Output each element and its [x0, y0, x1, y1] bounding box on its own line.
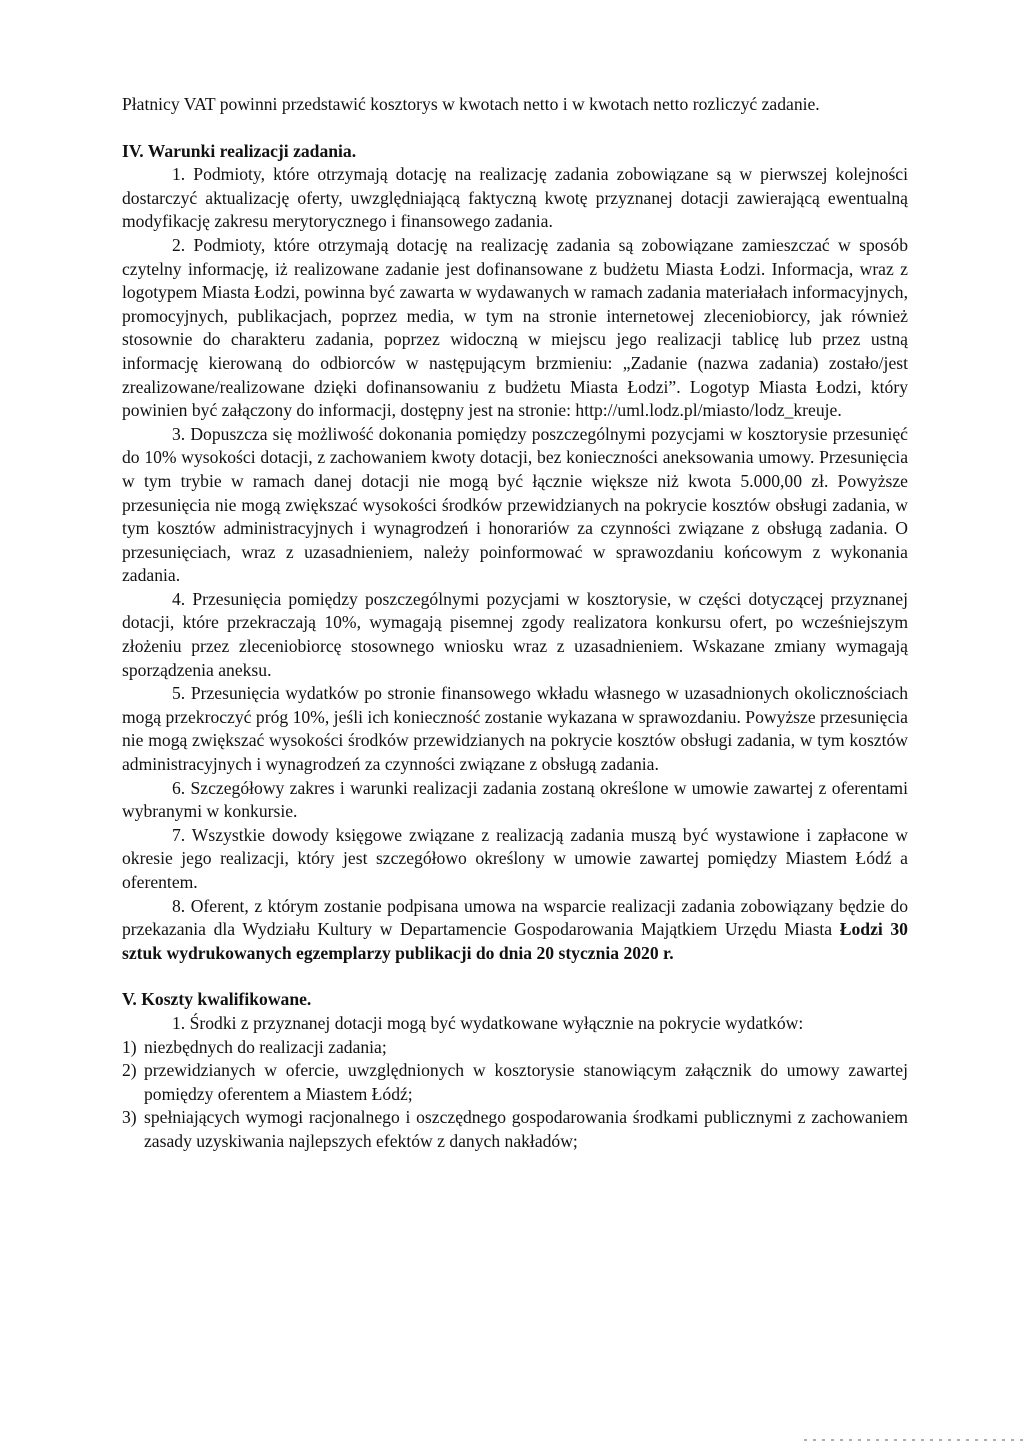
document-page: [122, 93, 908, 1154]
list-item-number: 2): [122, 1060, 137, 1081]
list-item-number: 3): [122, 1107, 137, 1128]
section-iv-heading: IV. Warunki realizacji zadania.: [122, 140, 357, 161]
list-item-text: niezbędnych do realizacji zadania;: [144, 1036, 387, 1057]
paragraph-8-text: 8. Oferent, z którym zostanie podpisana umowa na wsparcie realizacji zadania zobowiązany będzie do przekazania dla Wydziału Kultury w Departamencie Gospodarowania Majątkiem Urzędu Miasta: [122, 895, 908, 940]
list-item: [122, 1059, 908, 1106]
section-iv-paragraph-8: [122, 895, 908, 966]
section-iv-paragraph-7: 7. Wszystkie dowody księgowe związane z realizacją zadania muszą być wystawione i zapłacone w okresie jego realizacji, który jest szczegółowo określony w umowie zawartej pomiędzy Miastem Łódź a oferentem.: [122, 824, 908, 892]
section-iv-paragraph-2: 2. Podmioty, które otrzymają dotację na realizację zadania są zobowiązane zamieszczać w sposób czytelny informację, iż realizowane zadanie jest dofinansowane z budżetu Miasta Łodzi. Informacja, wraz z logotypem Miasta Łodzi, powinna być zawarta w wydawanych w ramach zadania materiałach informacyjnych, promocyjnych, publikacjach, poprzez media, w tym na stronie internetowej zleceniobiorcy, jak również stosownie do charakteru zadania, poprzez widoczną w miejscu jego realizacji tablicę lub przez ustną informację kierowaną do odbiorców w następującym brzmieniu: „Zadanie (nazwa zadania) zostało/jest zrealizowane/realizowane dzięki dofinansowaniu z budżetu Miasta Łodzi”. Logotyp Miasta Łodzi, który powinien być załączony do informacji, dostępny jest na stronie: http://uml.lodz.pl/miasto/lodz_kreuje.: [122, 234, 908, 421]
section-iv-paragraph-3: 3. Dopuszcza się możliwość dokonania pomiędzy poszczególnymi pozycjami w kosztorysie przesunięć do 10% wysokości dotacji, z zachowaniem kwoty dotacji, bez konieczności aneksowania umowy. Przesunięcia w tym trybie w ramach danej dotacji nie mogą być łącznie większe niż kwota 5.000,00 zł. Powyższe przesunięcia nie mogą zwiększać wysokości środków przewidzianych na pokrycie kosztów obsługi zadania, w tym kosztów administracyjnych i wynagrodzeń i honorariów za czynności związane z obsługą zadania. O przesunięciach, wraz z uzasadnieniem, należy poinformować w sprawozdaniu końcowym z wykonania zadania.: [122, 423, 908, 586]
scan-artifact-dotted-line: [804, 1439, 1024, 1441]
list-item-number: 1): [122, 1036, 137, 1057]
section-v-heading: V. Koszty kwalifikowane.: [122, 989, 312, 1010]
section-iv-paragraph-5: 5. Przesunięcia wydatków po stronie finansowego wkładu własnego w uzasadnionych okolicznościach mogą przekroczyć próg 10%, jeśli ich konieczność zostanie wykazana w sprawozdaniu. Powyższe przesunięcia nie mogą zwiększać wysokości środków przewidzianych na pokrycie kosztów obsługi zadania, w tym kosztów administracyjnych i wynagrodzeń za czynności związane z obsługą zadania.: [122, 683, 908, 775]
list-item-text: przewidzianych w ofercie, uwzględnionych w kosztorysie stanowiącym załącznik do umowy zawartej pomiędzy oferentem a Miastem Łódź;: [144, 1060, 908, 1104]
section-iv-paragraph-4: 4. Przesunięcia pomiędzy poszczególnymi pozycjami w kosztorysie, w części dotyczącej przyznanej dotacji, które przekraczają 10%, wymagają pisemnej zgody realizatora konkursu ofert, po wcześniejszym złożeniu przez zleceniobiorcę stosownego wniosku wraz z uzasadnieniem. Wskazane zmiany wymagają sporządzenia aneksu.: [122, 588, 908, 680]
list-item: [122, 1106, 908, 1153]
list-item: [122, 1036, 908, 1060]
list-item-text: spełniających wymogi racjonalnego i oszczędnego gospodarowania środkami publicznymi z zachowaniem zasady uzyskiwania najlepszych efektów z danych nakładów;: [144, 1107, 908, 1151]
section-v-paragraph-1: 1. Środki z przyznanej dotacji mogą być wydatkowane wyłącznie na pokrycie wydatków:: [172, 1012, 804, 1033]
section-iv-paragraph-6: 6. Szczegółowy zakres i warunki realizacji zadania zostaną określone w umowie zawartej z oferentami wybranymi w konkursie.: [122, 777, 908, 822]
paragraph-8-bold-text: Łodzi 30 sztuk wydrukowanych egzemplarzy publikacji do dnia 20 stycznia 2020 r.: [122, 919, 908, 963]
section-iv-paragraph-1: 1. Podmioty, które otrzymają dotację na realizację zadania zobowiązane są w pierwszej kolejności dostarczyć aktualizację oferty, uwzględniającą faktyczną kwotę przyznanej dotacji zawierającą ewentualną modyfikację zakresu merytorycznego i finansowego zadania.: [122, 164, 908, 232]
intro-paragraph: Płatnicy VAT powinni przedstawić kosztorys w kwotach netto i w kwotach netto rozliczyć zadanie.: [122, 94, 820, 114]
